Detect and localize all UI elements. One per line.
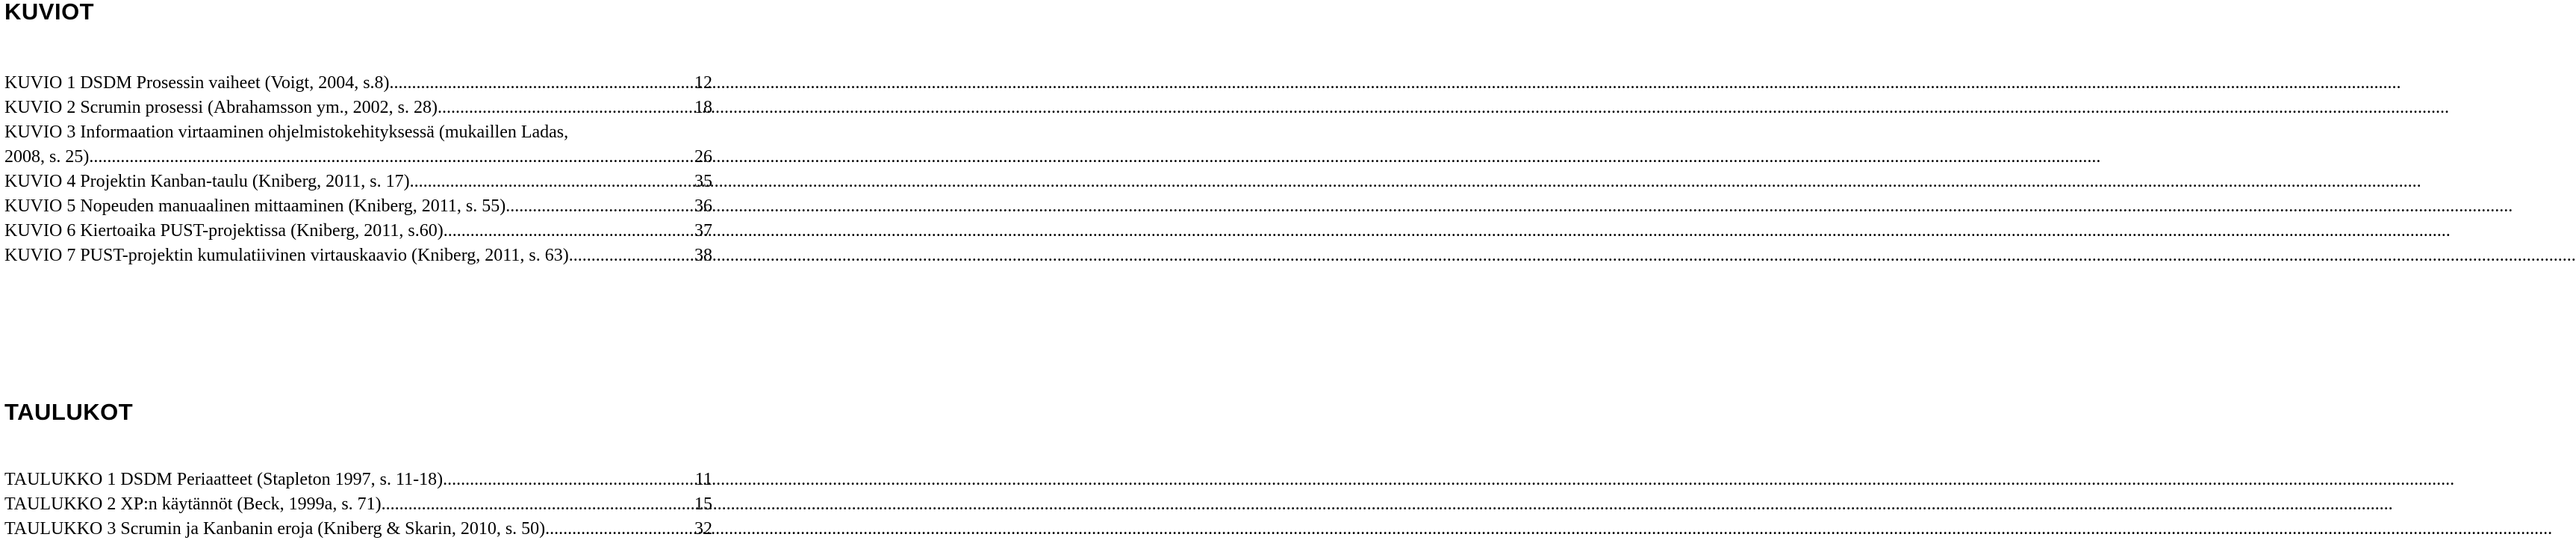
toc-entry-label: KUVIO 1 DSDM Prosessin vaiheet (Voigt, 2004, s.8). xyxy=(4,73,394,93)
toc-entry-label: KUVIO 5 Nopeuden manuaalinen mittaaminen (Kniberg, 2011, s. 55) xyxy=(4,196,506,216)
toc-entry-line2 xyxy=(4,145,712,170)
toc-entry-label: KUVIO 4 Projektin Kanban-taulu (Kniberg, 2011, s. 17). xyxy=(4,172,414,191)
toc-entry-page: 12 xyxy=(694,73,712,93)
toc-entry-label-line2: 2008, s. 25). xyxy=(4,147,94,167)
toc-entry-table-3[interactable] xyxy=(4,517,712,542)
dot-leader xyxy=(444,219,693,243)
toc-entry-label: KUVIO 2 Scrumin prosessi (Abrahamsson ym., 2002, s. 28). xyxy=(4,98,442,117)
toc-entry-label: KUVIO 6 Kiertoaika PUST-projektissa (Kniberg, 2011, s.60) xyxy=(4,221,444,241)
toc-entry-table-1[interactable] xyxy=(4,468,712,492)
tables-heading: TAULUKOT xyxy=(4,399,134,425)
toc-entry-figure-7[interactable] xyxy=(4,243,712,268)
dot-leader xyxy=(569,243,693,268)
dot-leader xyxy=(414,170,693,194)
toc-entry-label: TAULUKKO 3 Scrumin ja Kanbanin eroja (Kniberg & Skarin, 2010, s. 50) xyxy=(4,519,546,539)
dot-leader xyxy=(545,517,693,542)
dot-leader xyxy=(442,96,693,120)
tables-list xyxy=(4,468,712,542)
toc-entry-page: 36 xyxy=(694,196,712,216)
dot-leader xyxy=(505,194,693,219)
toc-entry-table-2[interactable] xyxy=(4,492,712,517)
dot-leader xyxy=(447,468,694,492)
toc-entry-page: 15 xyxy=(694,494,712,514)
toc-entry-figure-4[interactable] xyxy=(4,170,712,194)
toc-entry-label-line1: KUVIO 3 Informaation virtaaminen ohjelmistokehityksessä (mukaillen Ladas, xyxy=(4,122,569,142)
dot-leader xyxy=(386,492,693,517)
toc-entry-figure-2[interactable] xyxy=(4,96,712,120)
toc-entry-figure-5[interactable] xyxy=(4,194,712,219)
toc-entry-page: 26 xyxy=(694,147,712,167)
toc-entry-page: 18 xyxy=(694,98,712,117)
toc-entry-label: KUVIO 7 PUST-projektin kumulatiivinen virtauskaavio (Kniberg, 2011, s. 63) xyxy=(4,246,569,265)
toc-entry-page: 37 xyxy=(694,221,712,241)
toc-entry-page: 38 xyxy=(694,246,712,265)
toc-entry-figure-1[interactable] xyxy=(4,71,712,96)
dot-leader xyxy=(394,71,693,96)
document-page xyxy=(0,0,717,546)
toc-entry-figure-6[interactable] xyxy=(4,219,712,243)
toc-entry-page: 11 xyxy=(694,470,712,489)
toc-entry-page: 35 xyxy=(694,172,712,191)
dot-leader xyxy=(93,145,693,170)
toc-entry-label: TAULUKKO 2 XP:n käytännöt (Beck, 1999a, s. 71). xyxy=(4,494,386,514)
toc-entry-page: 32 xyxy=(694,519,712,539)
figures-list xyxy=(4,71,712,268)
figures-heading: KUVIOT xyxy=(4,0,95,25)
toc-entry-figure-3[interactable] xyxy=(4,120,712,170)
toc-entry-label: TAULUKKO 1 DSDM Periaatteet (Stapleton 1997, s. 11-18). xyxy=(4,470,448,489)
